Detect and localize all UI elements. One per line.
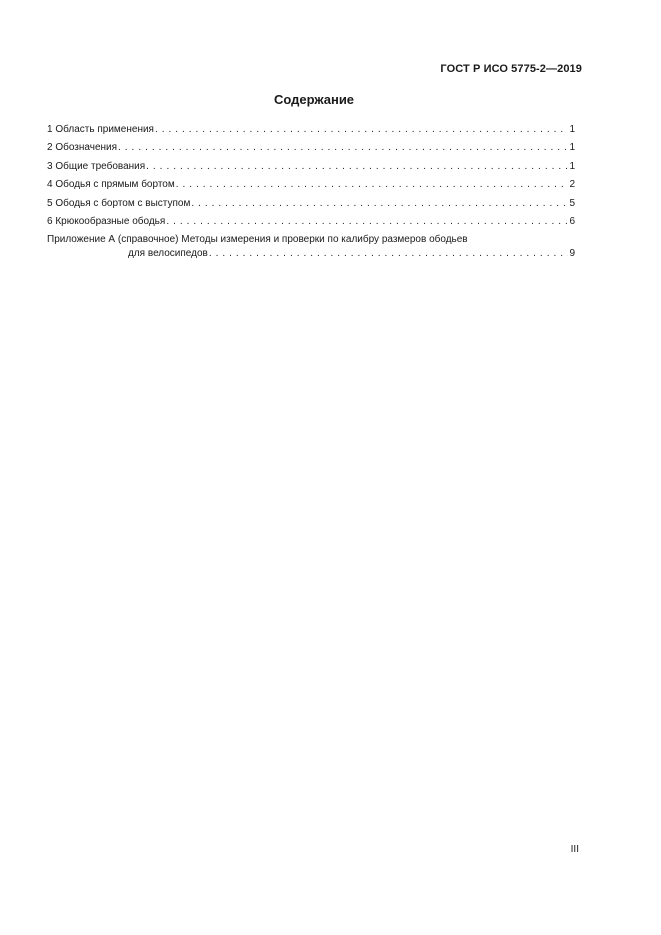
dot-leader (118, 142, 568, 154)
toc-item-label: 2 Обозначения (47, 142, 118, 154)
table-of-contents (47, 124, 575, 267)
toc-item-page: 1 (569, 124, 575, 135)
toc-item-page: 1 (569, 160, 575, 172)
toc-item-hooked-rims[interactable] (47, 216, 575, 228)
toc-title: Содержание (273, 92, 355, 107)
annex-continuation (47, 248, 575, 260)
annex-title-line: Приложение А (справочное) Методы измерения и проверки по калибру размеров ободьев (47, 234, 468, 246)
dot-leader (166, 216, 568, 228)
dot-leader (209, 248, 569, 260)
dot-leader (176, 179, 569, 191)
toc-item-label: 3 Общие требования (47, 160, 146, 172)
toc-item-scope[interactable] (47, 124, 575, 136)
annex-title-continuation: для велосипедов (128, 248, 208, 260)
toc-item-page: 2 (569, 179, 575, 191)
toc-item-label: 6 Крюкообразные ободья (47, 215, 166, 227)
toc-item-general-requirements[interactable] (47, 161, 575, 173)
toc-item-label: 1 Область применения (47, 124, 154, 135)
dot-leader (146, 161, 568, 173)
toc-item-page: 6 (569, 215, 575, 227)
toc-item-page: 9 (569, 248, 575, 260)
dot-leader (191, 198, 568, 210)
toc-item-page: 5 (569, 197, 575, 209)
page-number: III (570, 844, 579, 855)
document-code: ГОСТ Р ИСО 5775-2—2019 (440, 63, 582, 75)
toc-item-label: 4 Ободья с прямым бортом (47, 179, 175, 191)
dot-leader (155, 124, 568, 136)
toc-item-straight-side-rims[interactable] (47, 179, 575, 191)
toc-item-annex-a[interactable] (47, 234, 575, 260)
toc-item-ledge-rims[interactable] (47, 198, 575, 210)
toc-item-designations[interactable] (47, 142, 575, 154)
toc-item-page: 1 (569, 142, 575, 154)
toc-item-label: 5 Ободья с бортом с выступом (47, 197, 191, 209)
